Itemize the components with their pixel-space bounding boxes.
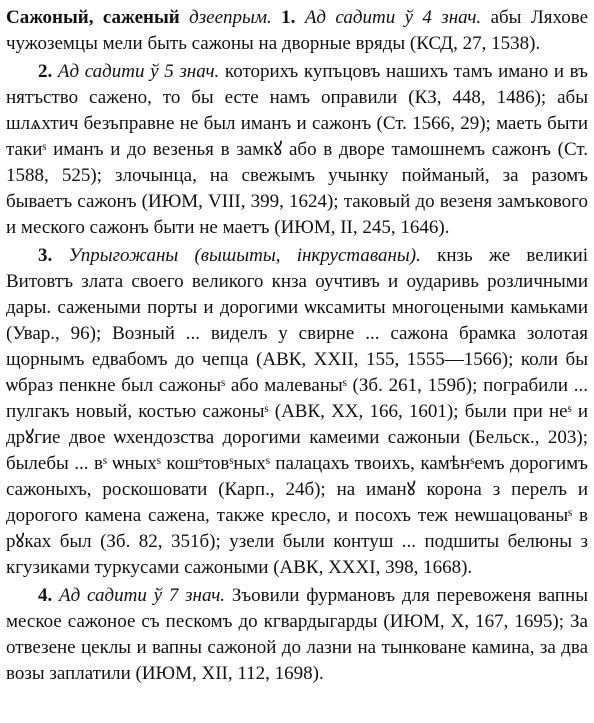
dictionary-entry-sense-2	[6, 59, 588, 241]
dictionary-entry-sense-1	[6, 5, 588, 57]
part-of-speech: дзеепрым.	[189, 7, 272, 28]
sense-citations: абы Ляхове чужоземцы мели быть сажоны на дворные вряды (КСД, 27, 1538).	[6, 7, 589, 54]
sense-citations: Зъовили фурмановъ для перевоженя вапны меское сажоное съ пескомъ до кгвардыгарды (ИЮМ, X, 167, 1695); За отвезене цеклы и вапны сажоной до лазни на тынковане камина, за два возы заплатили (ИЮМ, XII, 112, 1698).	[6, 585, 589, 684]
sense-definition: Ад садити ў 4 знач.	[304, 7, 482, 28]
sense-definition: Упрыгожаны (вышыты, інкруставаны).	[68, 245, 421, 266]
sense-number: 3.	[38, 245, 53, 266]
sense-definition: Ад садити ў 7 знач.	[59, 585, 226, 606]
sense-citations: которихъ купъцовъ нашихъ тамъ имано и въ нятъство сажено, то бы есте намъ оправили (КЗ, 448, 1486); абы шлѧхтич безъправне не был иманъ и сажонъ (Ст. 1566, 29); маеть быти такиˢ иманъ и до везенья в замкꙋ або в дворе тамошнемъ сажонъ (Ст. 1588, 525); злочынца, на свежымъ учынку пойманый, за разомъ бываетъ сажонъ (ИЮМ, VIII, 399, 1624); таковый до везеня замъкового и меского сажонъ быти не маетъ (ИЮМ, II, 245, 1646).	[6, 61, 589, 238]
sense-number: 1.	[281, 7, 296, 28]
sense-number: 2.	[38, 61, 53, 82]
dictionary-entry-sense-3	[6, 243, 588, 581]
dictionary-entry-sense-4	[6, 583, 588, 687]
sense-definition: Ад садити ў 5 знач.	[57, 61, 220, 82]
sense-number: 4.	[38, 585, 53, 606]
sense-citations: кнзь же великиі Витовтъ злата своего великого кнза оучтивъ и оударивь розличными дары. сажеными порты и дорогими ѡксамиты многоцеными камьками (Увар., 96); Возный ... виделъ у свирне ... сажона брамка золотая щорнымъ едвабомъ до чепца (АВК, XXII, 155, 1555—1566); коли бы ѡбраз пенкне был сажоныˢ або малеваныˢ (Зб. 261, 159б); пограбили ... пулгакъ новый, костью сажоныˢ (АВК, XX, 166, 1601); были при неˢ и дрꙋгие двое ѡхендозства дорогими камеими сажоныи (Бельск., 203); былебы ... вˢ ѡныхˢ кошˢтовˢныхˢ палацахъ твоихъ, камѣнˢемъ дорогимъ сажоныхъ, роскошовати (Карп., 24б); на иманꙋ корона з перелъ и дорогого камена сажена, также кресло, и посохъ теж неѡшацованыˢ в рꙋках был (Зб. 82, 351б); узели были контуш ... подшиты белюны з кгузиками туркусами сажоными (АВК, XXXI, 398, 1668).	[6, 245, 589, 578]
headword: Сажоный, саженый	[6, 7, 180, 28]
